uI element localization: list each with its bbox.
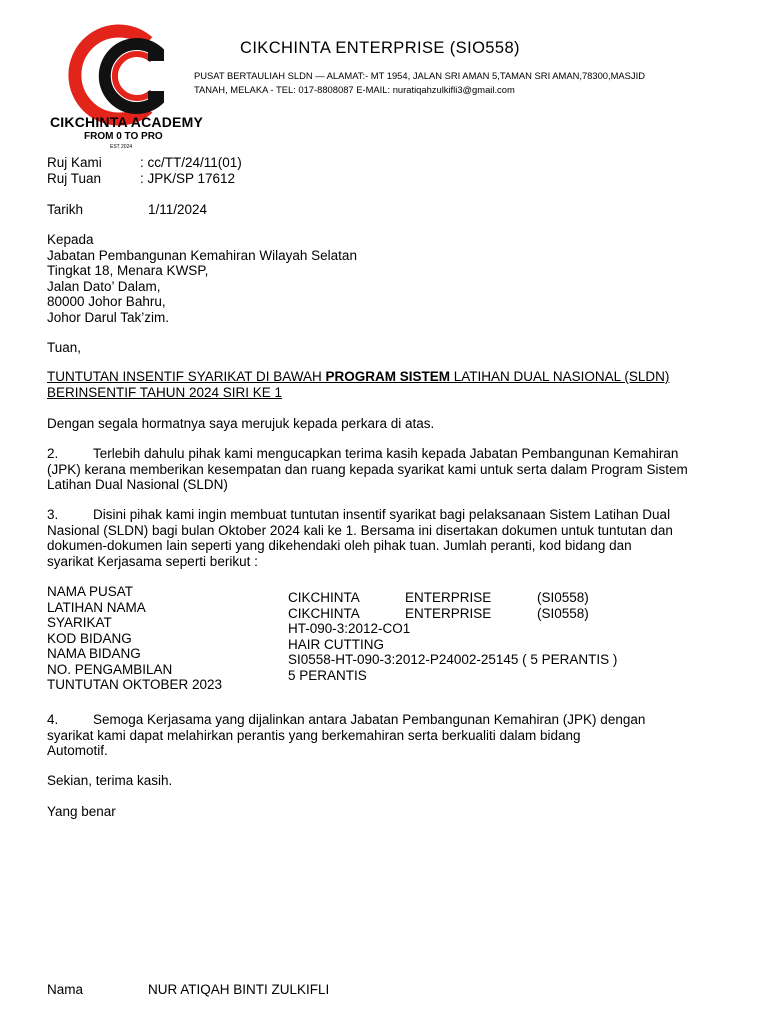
- detail-value: CIKCHINTA: [288, 605, 360, 621]
- ruj-tuan-label: Ruj Tuan: [47, 171, 102, 186]
- detail-label: NO. PENGAMBILAN: [47, 661, 173, 677]
- paragraph-3-line-3: dokumen-dokumen lain seperti yang dikehendaki oleh pihak tuan. Jumlah peranti, kod bidang dan: [47, 538, 632, 553]
- detail-label: NAMA PUSAT: [47, 584, 134, 599]
- address-line-1: PUSAT BERTAULIAH SLDN — ALAMAT:- MT 1954, JALAN SRI AMAN 5,TAMAN SRI AMAN,78300,MASJID: [194, 70, 645, 81]
- signatory-name: NUR ATIQAH BINTI ZULKIFLI: [148, 982, 330, 997]
- subject-part-1: TUNTUTAN INSENTIF SYARIKAT DI BAWAH: [47, 369, 326, 384]
- recipient-line-3: Jalan Dato’ Dalam,: [47, 278, 161, 294]
- detail-label: NAMA BIDANG: [47, 646, 141, 661]
- details-values: [288, 590, 617, 683]
- paragraph-2-text-1: Terlebih dahulu pihak kami mengucapkan terima kasih kepada Jabatan Pembangunan Kemahiran: [93, 446, 679, 461]
- subject-bold: PROGRAM SISTEM: [325, 369, 451, 384]
- paragraph-4-line-3: Automotif.: [47, 743, 108, 758]
- detail-label: SYARIKAT: [47, 615, 112, 630]
- detail-value: HAIR CUTTING: [288, 636, 384, 652]
- subject-line-1: [47, 369, 669, 385]
- subject-line-2: BERINSENTIF TAHUN 2024 SIRI KE 1: [47, 384, 283, 400]
- paragraph-2-line-2: (JPK) kerana memberikan kesempatan dan ruang kepada syarikat kami untuk serta dalam Program Sistem: [47, 461, 688, 477]
- paragraph-2-line-3: Latihan Dual Nasional (SLDN): [47, 477, 228, 492]
- detail-value-row: [288, 606, 617, 622]
- detail-value: CIKCHINTA: [288, 590, 360, 605]
- tarikh-label: Tarikh: [47, 202, 84, 217]
- kepada: Kepada: [47, 232, 94, 247]
- academy-logo: [48, 20, 203, 155]
- paragraph-4-line-2: syarikat kami dapat melahirkan perantis yang berkemahiran serta berkualiti dalam bidang: [47, 727, 581, 743]
- logo-tagline: FROM 0 TO PRO: [84, 131, 163, 142]
- paragraph-4: [47, 712, 645, 759]
- recipient-block: [47, 232, 357, 325]
- paragraph-3-number: 3.: [47, 507, 59, 522]
- subject: [47, 369, 669, 400]
- paragraph-4-line-1: [47, 712, 645, 728]
- detail-value: (SI0558): [537, 590, 589, 605]
- detail-value: 5 PERANTIS: [288, 667, 367, 683]
- ruj-tuan-value: : JPK/SP 17612: [140, 171, 236, 186]
- recipient-line-1: Jabatan Pembangunan Kemahiran Wilayah Selatan: [47, 247, 357, 263]
- recipient-line-2: Tingkat 18, Menara KWSP,: [47, 263, 209, 278]
- detail-value: SI0558-HT-090-3:2012-P24002-25145 ( 5 PERANTIS ): [288, 652, 618, 667]
- detail-value-row: [288, 590, 617, 606]
- detail-value: (SI0558): [537, 605, 589, 621]
- logo-title: CIKCHINTA ACADEMY: [50, 114, 203, 130]
- ruj-kami-value: : cc/TT/24/11(01): [140, 155, 242, 170]
- intro-paragraph: Dengan segala hormatnya saya merujuk kepada perkara di atas.: [47, 416, 435, 431]
- detail-label: KOD BIDANG: [47, 630, 132, 646]
- paragraph-3-text-1: Disini pihak kami ingin membuat tuntutan insentif syarikat bagi pelaksanaan Sistem Latihan Dual: [93, 507, 671, 522]
- recipient-line-4: 80000 Johor Bahru,: [47, 294, 166, 309]
- detail-value: ENTERPRISE: [405, 605, 492, 621]
- paragraph-4-number: 4.: [47, 712, 59, 727]
- detail-label: TUNTUTAN OKTOBER 2023: [47, 677, 223, 692]
- paragraph-3: [47, 507, 673, 569]
- detail-value: ENTERPRISE: [405, 590, 492, 605]
- paragraph-2-number: 2.: [47, 446, 59, 461]
- details-labels: [47, 584, 222, 693]
- company-name: CIKCHINTA ENTERPRISE (SIO558): [240, 39, 520, 57]
- paragraph-2-line-1: [47, 446, 688, 462]
- ruj-kami-label: Ruj Kami: [47, 155, 102, 170]
- paragraph-3-line-1: [47, 507, 673, 523]
- detail-label: LATIHAN NAMA: [47, 599, 146, 615]
- subject-part-2: LATIHAN DUAL NASIONAL (SLDN): [450, 369, 670, 384]
- salutation: Tuan,: [47, 340, 82, 355]
- recipient-line-5: Johor Darul Tak’zim.: [47, 309, 170, 325]
- paragraph-4-text-1: Semoga Kerjasama yang dijalinkan antara Jabatan Pembangunan Kemahiran (JPK) dengan: [93, 712, 646, 727]
- logo-est: EST 2024: [110, 144, 133, 150]
- paragraph-2: [47, 446, 688, 493]
- address-line-2: TANAH, MELAKA - TEL: 017-8808087 E-MAIL: nuratiqahzulkifli3@gmail.com: [194, 83, 515, 95]
- closing-thanks: Sekian, terima kasih.: [47, 773, 173, 788]
- tarikh-value: 1/11/2024: [148, 202, 208, 217]
- signatory-name-label: Nama: [47, 982, 84, 997]
- paragraph-3-line-4: syarikat Kerjasama seperti berikut :: [47, 553, 258, 569]
- closing-yang-benar: Yang benar: [47, 804, 116, 819]
- paragraph-3-line-2: Nasional (SLDN) bagi bulan Oktober 2024 kali ke 1. Bersama ini disertakan dokumen untuk tuntutan dan: [47, 522, 673, 538]
- company-address: [194, 69, 645, 96]
- detail-value: HT-090-3:2012-CO1: [288, 621, 411, 636]
